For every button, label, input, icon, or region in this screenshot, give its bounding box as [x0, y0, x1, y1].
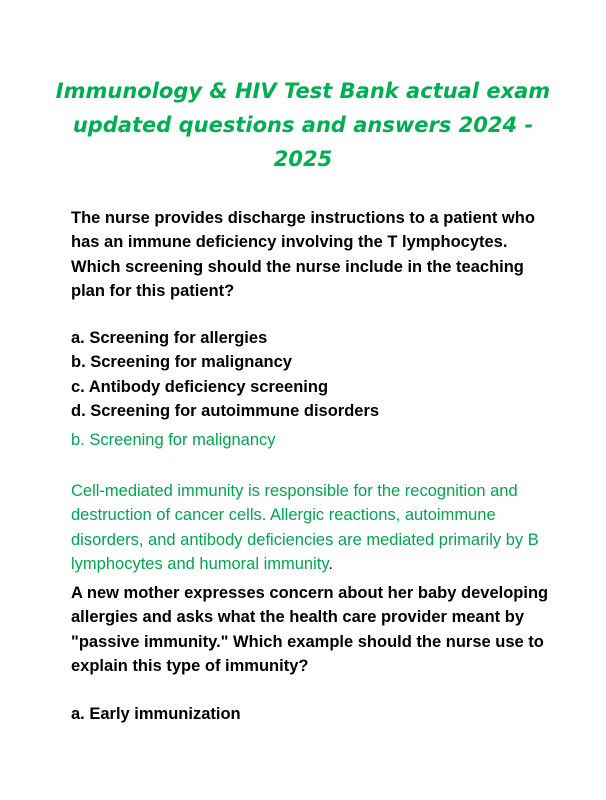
question-1-rationale-text: Cell-mediated immunity is responsible for the recognition and destruction of cancer cells. Allergic reactions, autoimmune disorders, and antibody deficiencies are mediated primarily by B lymphocytes and humoral immunity — [71, 482, 539, 574]
question-2-text: A new mother expresses concern about her baby developing allergies and asks what the health care provider meant by "passive immunity." Which example should the nurse use to explain this type of immunity? — [71, 584, 549, 676]
question-2-option-a: a. Early immunization — [71, 705, 241, 723]
question-2-options — [71, 702, 551, 726]
question-1-option-a: a. Screening for allergies — [71, 329, 268, 347]
question-1-option-b: b. Screening for malignancy — [71, 353, 292, 372]
question-1-rationale — [71, 479, 551, 577]
question-1-options — [71, 326, 551, 424]
document-title: Immunology & HIV Test Bank actual exam updated questions and answers 2024 - 2025 — [55, 79, 551, 171]
question-1-text: The nurse provides discharge instructions to a patient who has an immune deficiency involving the T lymphocytes. Which screening should the nurse include in the teaching plan for this patient? — [71, 209, 535, 301]
question-1-rationale-period: . — [328, 555, 333, 574]
question-1-option-c: c. Antibody deficiency screening — [71, 377, 329, 396]
question-1-option-d: d. Screening for autoimmune disorders — [71, 402, 380, 421]
question-1-answer: b. Screening for malignancy — [71, 431, 276, 449]
